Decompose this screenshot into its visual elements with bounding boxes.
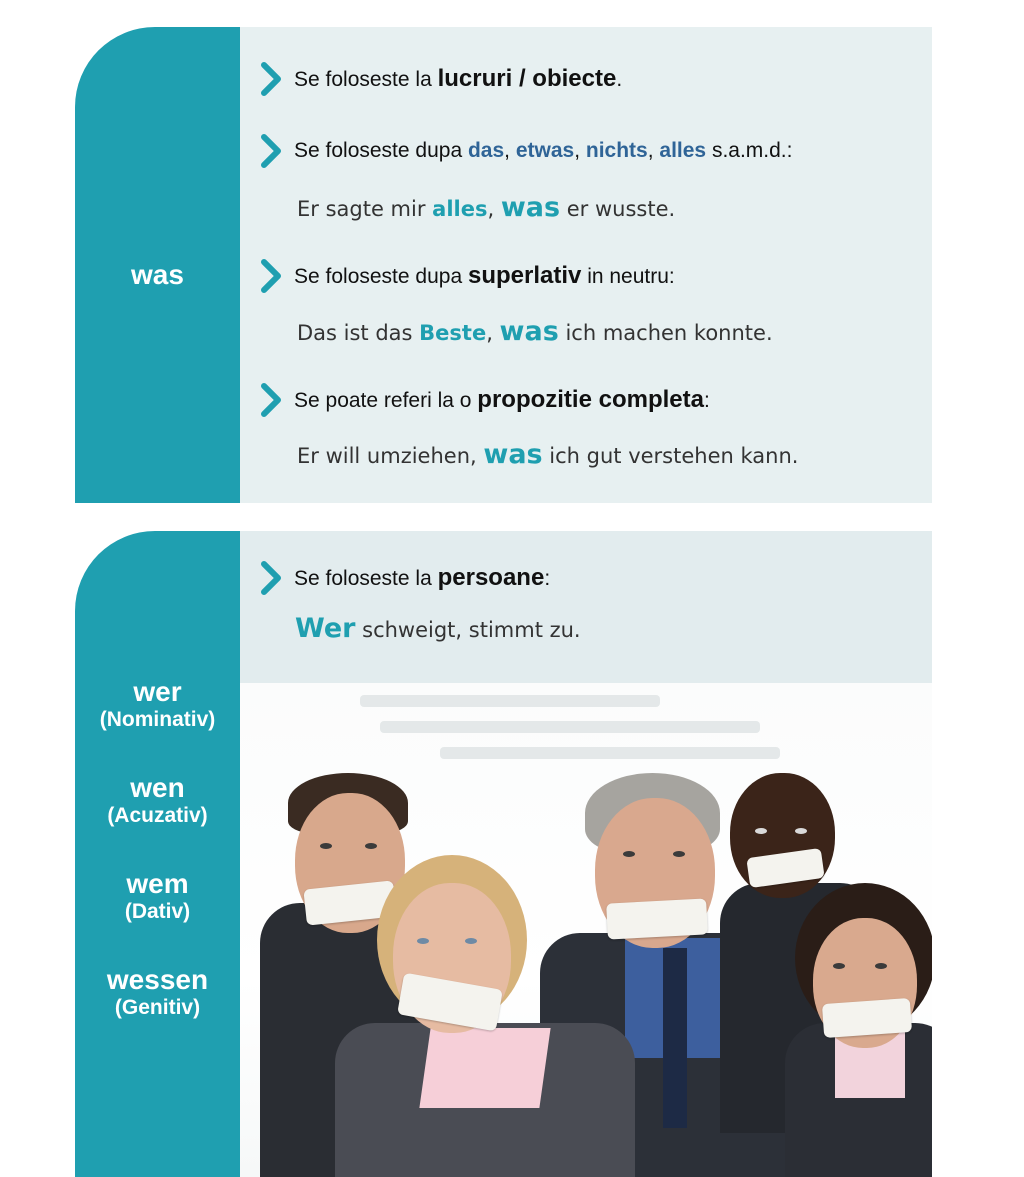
text-segment: Se foloseste la	[294, 567, 438, 590]
example-sentence	[295, 613, 581, 644]
text-segment: schweigt, stimmt zu.	[355, 618, 581, 642]
chevron-right-icon	[260, 383, 284, 417]
was-panel	[75, 27, 932, 503]
faint-text-line	[440, 747, 780, 759]
text-segment: ,	[487, 197, 501, 221]
text-segment: Se foloseste la	[294, 68, 438, 91]
text-segment: was	[483, 439, 543, 470]
wer-sidebar	[75, 531, 240, 1177]
wer-rule-area	[240, 531, 932, 683]
case-name: (Acuzativ)	[107, 804, 208, 827]
rule-text	[294, 65, 622, 93]
case-name: (Dativ)	[124, 900, 191, 923]
text-segment: lucruri / obiecte	[437, 65, 617, 92]
text-segment: das	[467, 139, 505, 162]
text-segment: s.a.m.d.:	[706, 139, 793, 162]
photo-people-taped-mouths	[240, 683, 932, 1177]
text-segment: .	[616, 68, 623, 91]
example-sentence	[297, 439, 798, 470]
case-word: wem	[126, 868, 189, 899]
wer-panel	[75, 531, 932, 1177]
example-sentence	[297, 316, 773, 347]
case-name: (Genitiv)	[114, 996, 201, 1019]
faint-text-line	[380, 721, 760, 733]
text-segment: was	[499, 316, 559, 347]
rule-full-clause	[260, 383, 710, 417]
text-segment: alles	[659, 139, 707, 162]
rule-things	[260, 62, 622, 96]
rule-persons	[260, 561, 550, 595]
text-segment: Er sagte mir	[297, 197, 433, 221]
text-segment: nichts	[585, 139, 648, 162]
text-segment: Das ist das	[297, 321, 420, 345]
text-segment: Er will umziehen,	[297, 444, 484, 468]
text-segment: Se foloseste dupa	[294, 265, 468, 288]
example-sentence	[297, 192, 675, 223]
was-label: was	[131, 259, 184, 290]
text-segment: ich machen konnte.	[558, 321, 773, 345]
text-segment: ,	[486, 321, 500, 345]
text-segment: Se poate referi la o	[294, 389, 478, 412]
case-word: wer	[133, 676, 182, 707]
chevron-right-icon	[260, 62, 284, 96]
text-segment: etwas	[515, 139, 575, 162]
case-genitiv	[75, 965, 240, 1021]
text-segment: ,	[574, 139, 586, 162]
text-segment: Wer	[295, 613, 356, 644]
rule-text	[294, 139, 792, 163]
case-word: wen	[130, 772, 185, 803]
rule-text	[294, 386, 710, 414]
was-content	[240, 27, 932, 503]
text-segment: ,	[504, 139, 516, 162]
text-segment: alles	[432, 197, 488, 221]
faint-text-line	[360, 695, 660, 707]
rule-text	[294, 564, 550, 592]
case-dativ	[75, 869, 240, 925]
text-segment: was	[500, 192, 561, 223]
case-acuzativ	[75, 773, 240, 829]
text-segment: Se foloseste dupa	[294, 139, 468, 162]
rule-superlative	[260, 259, 675, 293]
case-name: (Nominativ)	[99, 708, 216, 731]
case-word: wessen	[106, 964, 209, 995]
chevron-right-icon	[260, 259, 284, 293]
chevron-right-icon	[260, 561, 284, 595]
text-segment: ,	[647, 139, 660, 162]
text-segment: ich gut verstehen kann.	[542, 444, 799, 468]
text-segment: :	[544, 567, 551, 590]
text-segment: Beste	[419, 321, 487, 345]
chevron-right-icon	[260, 134, 284, 168]
text-segment: in neutru:	[581, 265, 675, 288]
was-sidebar	[75, 27, 240, 503]
rule-text	[294, 262, 675, 290]
text-segment: superlativ	[467, 262, 582, 289]
rule-after-pronouns	[260, 134, 792, 168]
text-segment: er wusste.	[560, 197, 676, 221]
text-segment: persoane	[437, 564, 545, 591]
case-nominativ	[75, 677, 240, 733]
text-segment: :	[703, 389, 710, 412]
text-segment: propozitie completa	[477, 386, 704, 413]
